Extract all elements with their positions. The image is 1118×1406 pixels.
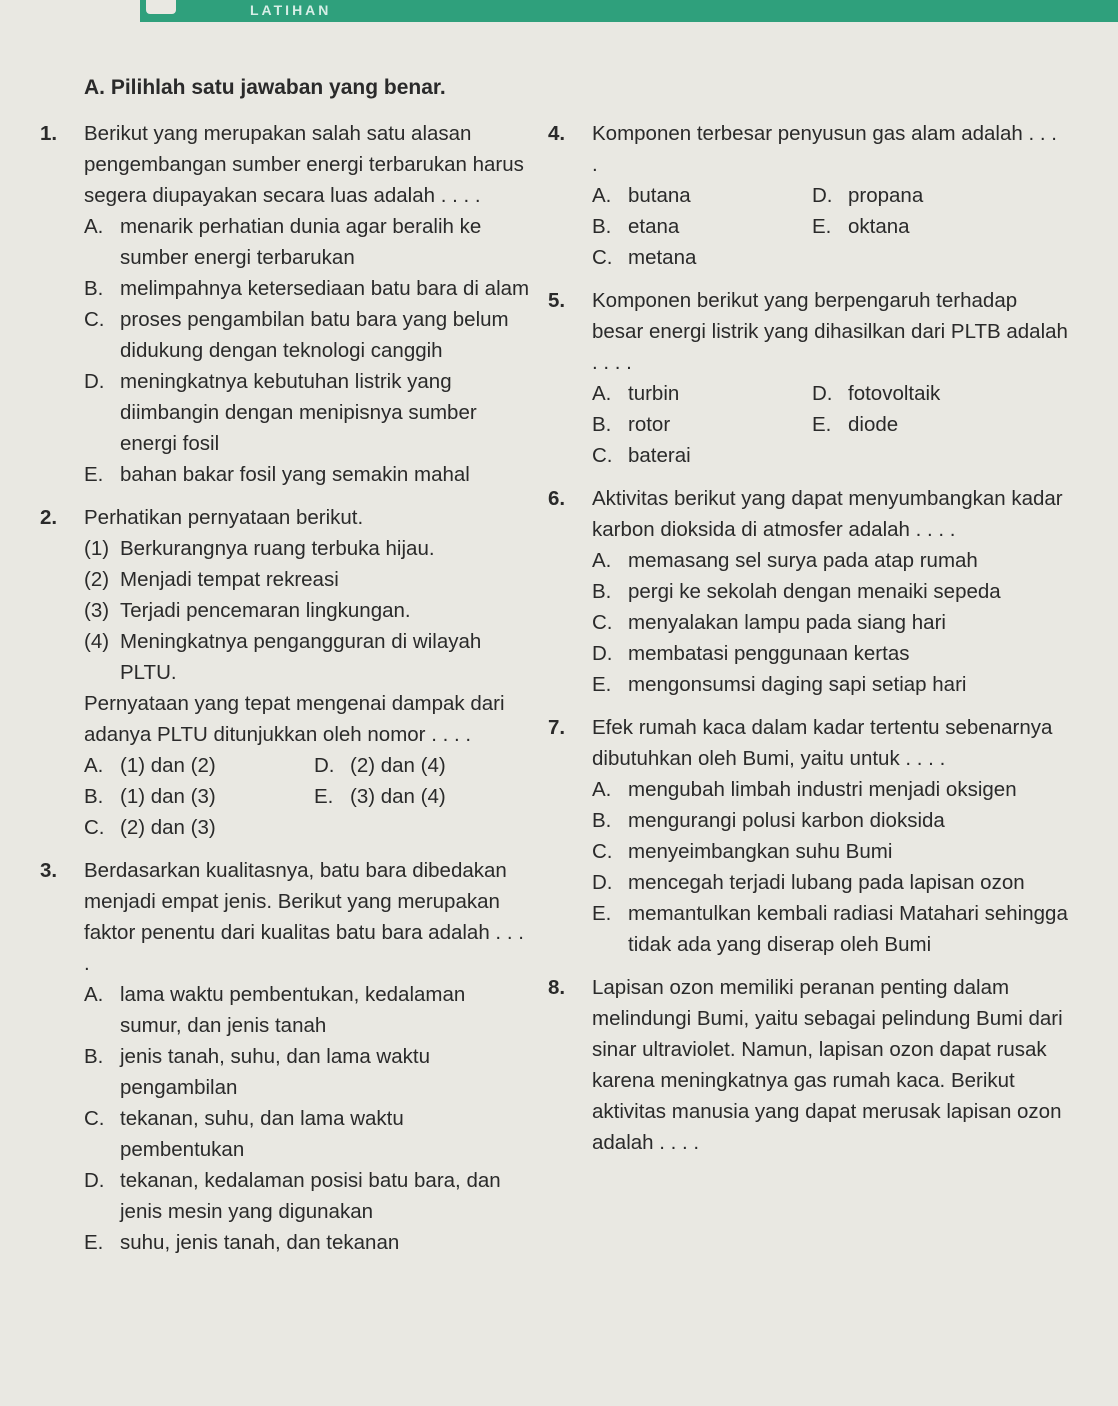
option-text: (3) dan (4) — [350, 785, 446, 808]
question-text: Berikut yang merupakan salah satu alasan pengembangan sumber energi terbarukan harus segera diupayakan secara luas adalah . . . . — [84, 122, 524, 207]
option-text: metana — [628, 246, 697, 269]
option-text: (2) dan (3) — [120, 816, 216, 839]
answer-option[interactable] — [592, 774, 1068, 805]
question-2 — [40, 502, 530, 843]
question-number: 1. — [40, 122, 58, 145]
option-letter: B. — [592, 413, 612, 436]
answer-option[interactable] — [592, 805, 1068, 836]
question-number: 4. — [548, 122, 566, 145]
answer-option[interactable] — [592, 576, 1068, 607]
answer-option[interactable] — [812, 211, 1032, 242]
option-text: (2) dan (4) — [350, 754, 446, 777]
answer-option[interactable] — [84, 459, 530, 490]
option-letter: B. — [592, 809, 612, 832]
option-text: (1) dan (3) — [120, 785, 216, 808]
answer-option[interactable] — [84, 1227, 530, 1258]
answer-option[interactable] — [84, 750, 314, 781]
question-number: 3. — [40, 859, 58, 882]
question-text: Komponen berikut yang berpengaruh terhadap besar energi listrik yang dihasilkan dari PLTB adalah . . . . — [592, 289, 1068, 374]
question-8 — [548, 972, 1068, 1158]
answer-option[interactable] — [592, 440, 812, 471]
statement-number: (3) — [84, 599, 110, 622]
answer-option[interactable] — [812, 378, 1032, 409]
answer-option[interactable] — [592, 607, 1068, 638]
answer-option[interactable] — [592, 867, 1068, 898]
question-4 — [548, 118, 1068, 273]
header-bar — [140, 0, 1118, 22]
option-text: melimpahnya ketersediaan batu bara di alam — [120, 277, 530, 300]
option-letter: E. — [812, 215, 832, 238]
question-number: 8. — [548, 976, 566, 999]
statement-item — [84, 626, 530, 688]
statement-text: Berkurangnya ruang terbuka hijau. — [120, 537, 435, 560]
answer-option[interactable] — [592, 669, 1068, 700]
option-text: mengonsumsi daging sapi setiap hari — [628, 673, 967, 696]
answer-option[interactable] — [84, 1041, 530, 1103]
statement-text: Menjadi tempat rekreasi — [120, 568, 339, 591]
option-text: mengurangi polusi karbon dioksida — [628, 809, 945, 832]
option-letter: D. — [592, 642, 613, 665]
answer-option[interactable] — [592, 242, 812, 273]
option-letter: A. — [592, 778, 612, 801]
answer-option[interactable] — [84, 366, 530, 459]
option-letter: E. — [314, 785, 334, 808]
statement-item — [84, 564, 530, 595]
option-text: memasang sel surya pada atap rumah — [628, 549, 978, 572]
option-letter: E. — [592, 902, 612, 925]
answer-option[interactable] — [84, 211, 530, 273]
option-letter: C. — [84, 308, 105, 331]
option-text: diode — [848, 413, 899, 436]
option-letter: C. — [592, 840, 613, 863]
option-letter: B. — [84, 277, 104, 300]
question-text: Berdasarkan kualitasnya, batu bara dibedakan menjadi empat jenis. Berikut yang merupakan faktor penentu dari kualitas batu bara adalah . . . . — [84, 859, 524, 975]
option-text: etana — [628, 215, 680, 238]
answer-option[interactable] — [592, 211, 812, 242]
option-letter: E. — [84, 463, 104, 486]
question-text: Perhatikan pernyataan berikut. — [84, 506, 364, 529]
header-title: LATIHAN — [250, 2, 332, 18]
answer-option[interactable] — [314, 781, 544, 812]
option-letter: B. — [592, 580, 612, 603]
option-text: propana — [848, 184, 924, 207]
option-letter: D. — [812, 184, 833, 207]
option-text: meningkatnya kebutuhan listrik yang diimbangin dengan menipisnya sumber energi fosil — [120, 370, 477, 455]
option-letter: D. — [592, 871, 613, 894]
answer-option[interactable] — [84, 812, 314, 843]
option-letter: E. — [84, 1231, 104, 1254]
option-letter: A. — [84, 754, 104, 777]
statement-number: (1) — [84, 537, 110, 560]
option-letter: D. — [812, 382, 833, 405]
option-text: menyeimbangkan suhu Bumi — [628, 840, 893, 863]
option-letter: D. — [84, 1169, 105, 1192]
option-text: tekanan, kedalaman posisi batu bara, dan jenis mesin yang digunakan — [120, 1169, 501, 1223]
answer-option[interactable] — [84, 1165, 530, 1227]
option-text: menarik perhatian dunia agar beralih ke sumber energi terbarukan — [120, 215, 482, 269]
option-letter: E. — [812, 413, 832, 436]
option-letter: D. — [314, 754, 335, 777]
option-text: butana — [628, 184, 691, 207]
option-letter: B. — [592, 215, 612, 238]
option-text: suhu, jenis tanah, dan tekanan — [120, 1231, 400, 1254]
question-number: 6. — [548, 487, 566, 510]
question-stem: Pernyataan yang tepat mengenai dampak dari adanya PLTU ditunjukkan oleh nomor . . . . — [84, 692, 505, 746]
statement-text: Meningkatnya pengangguran di wilayah PLTU. — [120, 630, 482, 684]
option-text: (1) dan (2) — [120, 754, 216, 777]
option-text: mencegah terjadi lubang pada lapisan ozon — [628, 871, 1025, 894]
option-text: menyalakan lampu pada siang hari — [628, 611, 946, 634]
option-letter: C. — [592, 611, 613, 634]
option-text: lama waktu pembentukan, kedalaman sumur, dan jenis tanah — [120, 983, 466, 1037]
answer-option[interactable] — [592, 545, 1068, 576]
question-number: 2. — [40, 506, 58, 529]
answer-option[interactable] — [84, 273, 530, 304]
option-letter: C. — [592, 246, 613, 269]
question-text: Lapisan ozon memiliki peranan penting dalam melindungi Bumi, yaitu sebagai pelindung Bumi dari sinar ultraviolet. Namun, lapisan ozon dapat rusak karena meningkatnya gas rumah kaca. Berikut aktivitas manusia yang dapat merusak lapisan ozon adalah . . . . — [592, 976, 1063, 1154]
question-number: 7. — [548, 716, 566, 739]
statement-item — [84, 595, 530, 626]
option-text: pergi ke sekolah dengan menaiki sepeda — [628, 580, 1001, 603]
option-text: rotor — [628, 413, 671, 436]
statement-text: Terjadi pencemaran lingkungan. — [120, 599, 411, 622]
answer-option[interactable] — [314, 750, 544, 781]
statement-number: (2) — [84, 568, 110, 591]
option-letter: A. — [84, 983, 104, 1006]
answer-option[interactable] — [592, 409, 812, 440]
option-letter: A. — [84, 215, 104, 238]
option-text: mengubah limbah industri menjadi oksigen — [628, 778, 1017, 801]
question-3 — [40, 855, 530, 1258]
option-text: baterai — [628, 444, 691, 467]
option-text: proses pengambilan batu bara yang belum didukung dengan teknologi canggih — [120, 308, 509, 362]
answer-option[interactable] — [812, 409, 1032, 440]
question-text: Komponen terbesar penyusun gas alam adalah . . . . — [592, 122, 1057, 176]
question-text: Efek rumah kaca dalam kadar tertentu sebenarnya dibutuhkan oleh Bumi, yaitu untuk . . . . — [592, 716, 1053, 770]
answer-option[interactable] — [84, 979, 530, 1041]
answer-option[interactable] — [84, 304, 530, 366]
option-text: jenis tanah, suhu, dan lama waktu pengambilan — [120, 1045, 430, 1099]
option-letter: C. — [84, 1107, 105, 1130]
right-column — [548, 118, 1068, 1170]
option-text: oktana — [848, 215, 910, 238]
question-5 — [548, 285, 1068, 471]
option-grid — [592, 180, 1068, 273]
statement-item — [84, 533, 530, 564]
option-letter: A. — [592, 184, 612, 207]
answer-option[interactable] — [592, 180, 812, 211]
answer-option[interactable] — [84, 1103, 530, 1165]
answer-option[interactable] — [592, 836, 1068, 867]
answer-option[interactable] — [592, 898, 1068, 960]
option-text: turbin — [628, 382, 680, 405]
question-number: 5. — [548, 289, 566, 312]
answer-option[interactable] — [592, 638, 1068, 669]
answer-option[interactable] — [84, 781, 314, 812]
option-letter: D. — [84, 370, 105, 393]
option-text: memantulkan kembali radiasi Matahari sehingga tidak ada yang diserap oleh Bumi — [628, 902, 1068, 956]
option-grid — [84, 750, 530, 843]
option-text: bahan bakar fosil yang semakin mahal — [120, 463, 470, 486]
question-6 — [548, 483, 1068, 700]
option-text: fotovoltaik — [848, 382, 941, 405]
option-letter: C. — [84, 816, 105, 839]
option-grid — [592, 378, 1068, 471]
header-tab — [146, 0, 176, 14]
question-text: Aktivitas berikut yang dapat menyumbangkan kadar karbon dioksida di atmosfer adalah . . . . — [592, 487, 1063, 541]
option-text: tekanan, suhu, dan lama waktu pembentukan — [120, 1107, 404, 1161]
answer-option[interactable] — [812, 180, 1032, 211]
option-letter: E. — [592, 673, 612, 696]
option-text: membatasi penggunaan kertas — [628, 642, 910, 665]
option-letter: A. — [592, 549, 612, 572]
option-letter: A. — [592, 382, 612, 405]
option-letter: B. — [84, 785, 104, 808]
option-letter: C. — [592, 444, 613, 467]
option-letter: B. — [84, 1045, 104, 1068]
question-1 — [40, 118, 530, 490]
instruction: A. Pilihlah satu jawaban yang benar. — [84, 76, 446, 99]
statement-number: (4) — [84, 630, 110, 653]
left-column — [40, 118, 530, 1270]
question-7 — [548, 712, 1068, 960]
answer-option[interactable] — [592, 378, 812, 409]
